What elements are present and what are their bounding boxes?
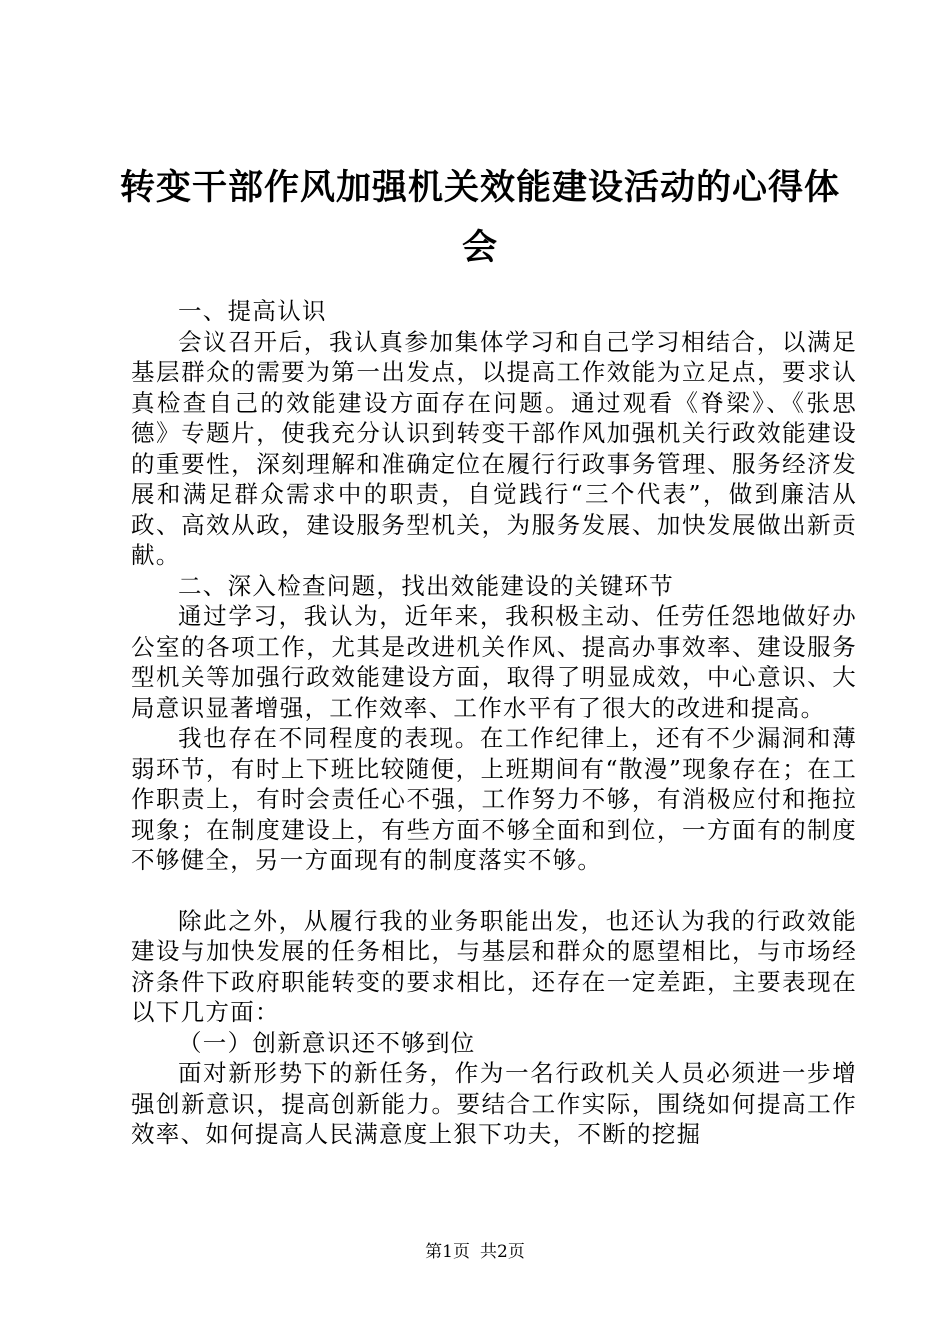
subsection-heading: （一）创新意识还不够到位 xyxy=(178,1028,476,1057)
paragraph: 面对新形势下的新任务，作为一名行政机关人员必须进一步增强创新意识，提高创新能力。要结合工作实际，围绕如何提高工作效率、如何提高人民满意度上狠下功夫，不断的挖掘 xyxy=(131,1059,857,1148)
section-heading: 一、提高认识 xyxy=(178,297,327,325)
paragraph: 除此之外，从履行我的业务职能出发，也还认为我的行政效能建设与加快发展的任务相比，与基层和群众的愿望相比，与市场经济条件下政府职能转变的要求相比，还存在一定差距，主要表现在以下几方面： xyxy=(131,906,857,1026)
paragraph: 通过学习，我认为，近年来，我积极主动、任劳任怨地做好办公室的各项工作，尤其是改进机关作风、提高办事效率、建设服务型机关等加强行政效能建设方面，取得了明显成效，中心意识、大局意识显著增强，工作效率、工作水平有了很大的改进和提高。 xyxy=(131,602,857,722)
page-number: 第1页 xyxy=(425,1242,470,1262)
paragraph: 会议召开后，我认真参加集体学习和自己学习相结合，以满足基层群众的需要为第一出发点，以提高工作效能为立足点，要求认真检查自己的效能建设方面存在问题。通过观看《脊梁》、《张思德》专题片，使我充分认识到转变干部作风加强机关行政效能建设的重要性，深刻理解和准确定位在履行行政事务管理、服务经济发展和满足群众需求中的职责，自觉践行“三个代表”，做到廉洁从政、高效从政，建设服务型机关，为服务发展、加快发展做出新贡献。 xyxy=(131,327,857,569)
paragraph: 我也存在不同程度的表现。在工作纪律上，还有不少漏洞和薄弱环节，有时上下班比较随便，上班期间有“散漫”现象存在；在工作职责上，有时会责任心不强，工作努力不够，有消极应付和拖拉现象；在制度建设上，有些方面不够全面和到位，一方面有的制度不够健全，另一方面现有的制度落实不够。 xyxy=(131,724,857,874)
page-footer xyxy=(0,1240,950,1264)
page-total: 共2页 xyxy=(480,1242,525,1262)
document-body xyxy=(131,296,857,1150)
section-heading: 二、深入检查问题，找出效能建设的关键环节 xyxy=(178,571,674,600)
document-title: 转变干部作风加强机关效能建设活动的心得体会 xyxy=(119,168,840,268)
